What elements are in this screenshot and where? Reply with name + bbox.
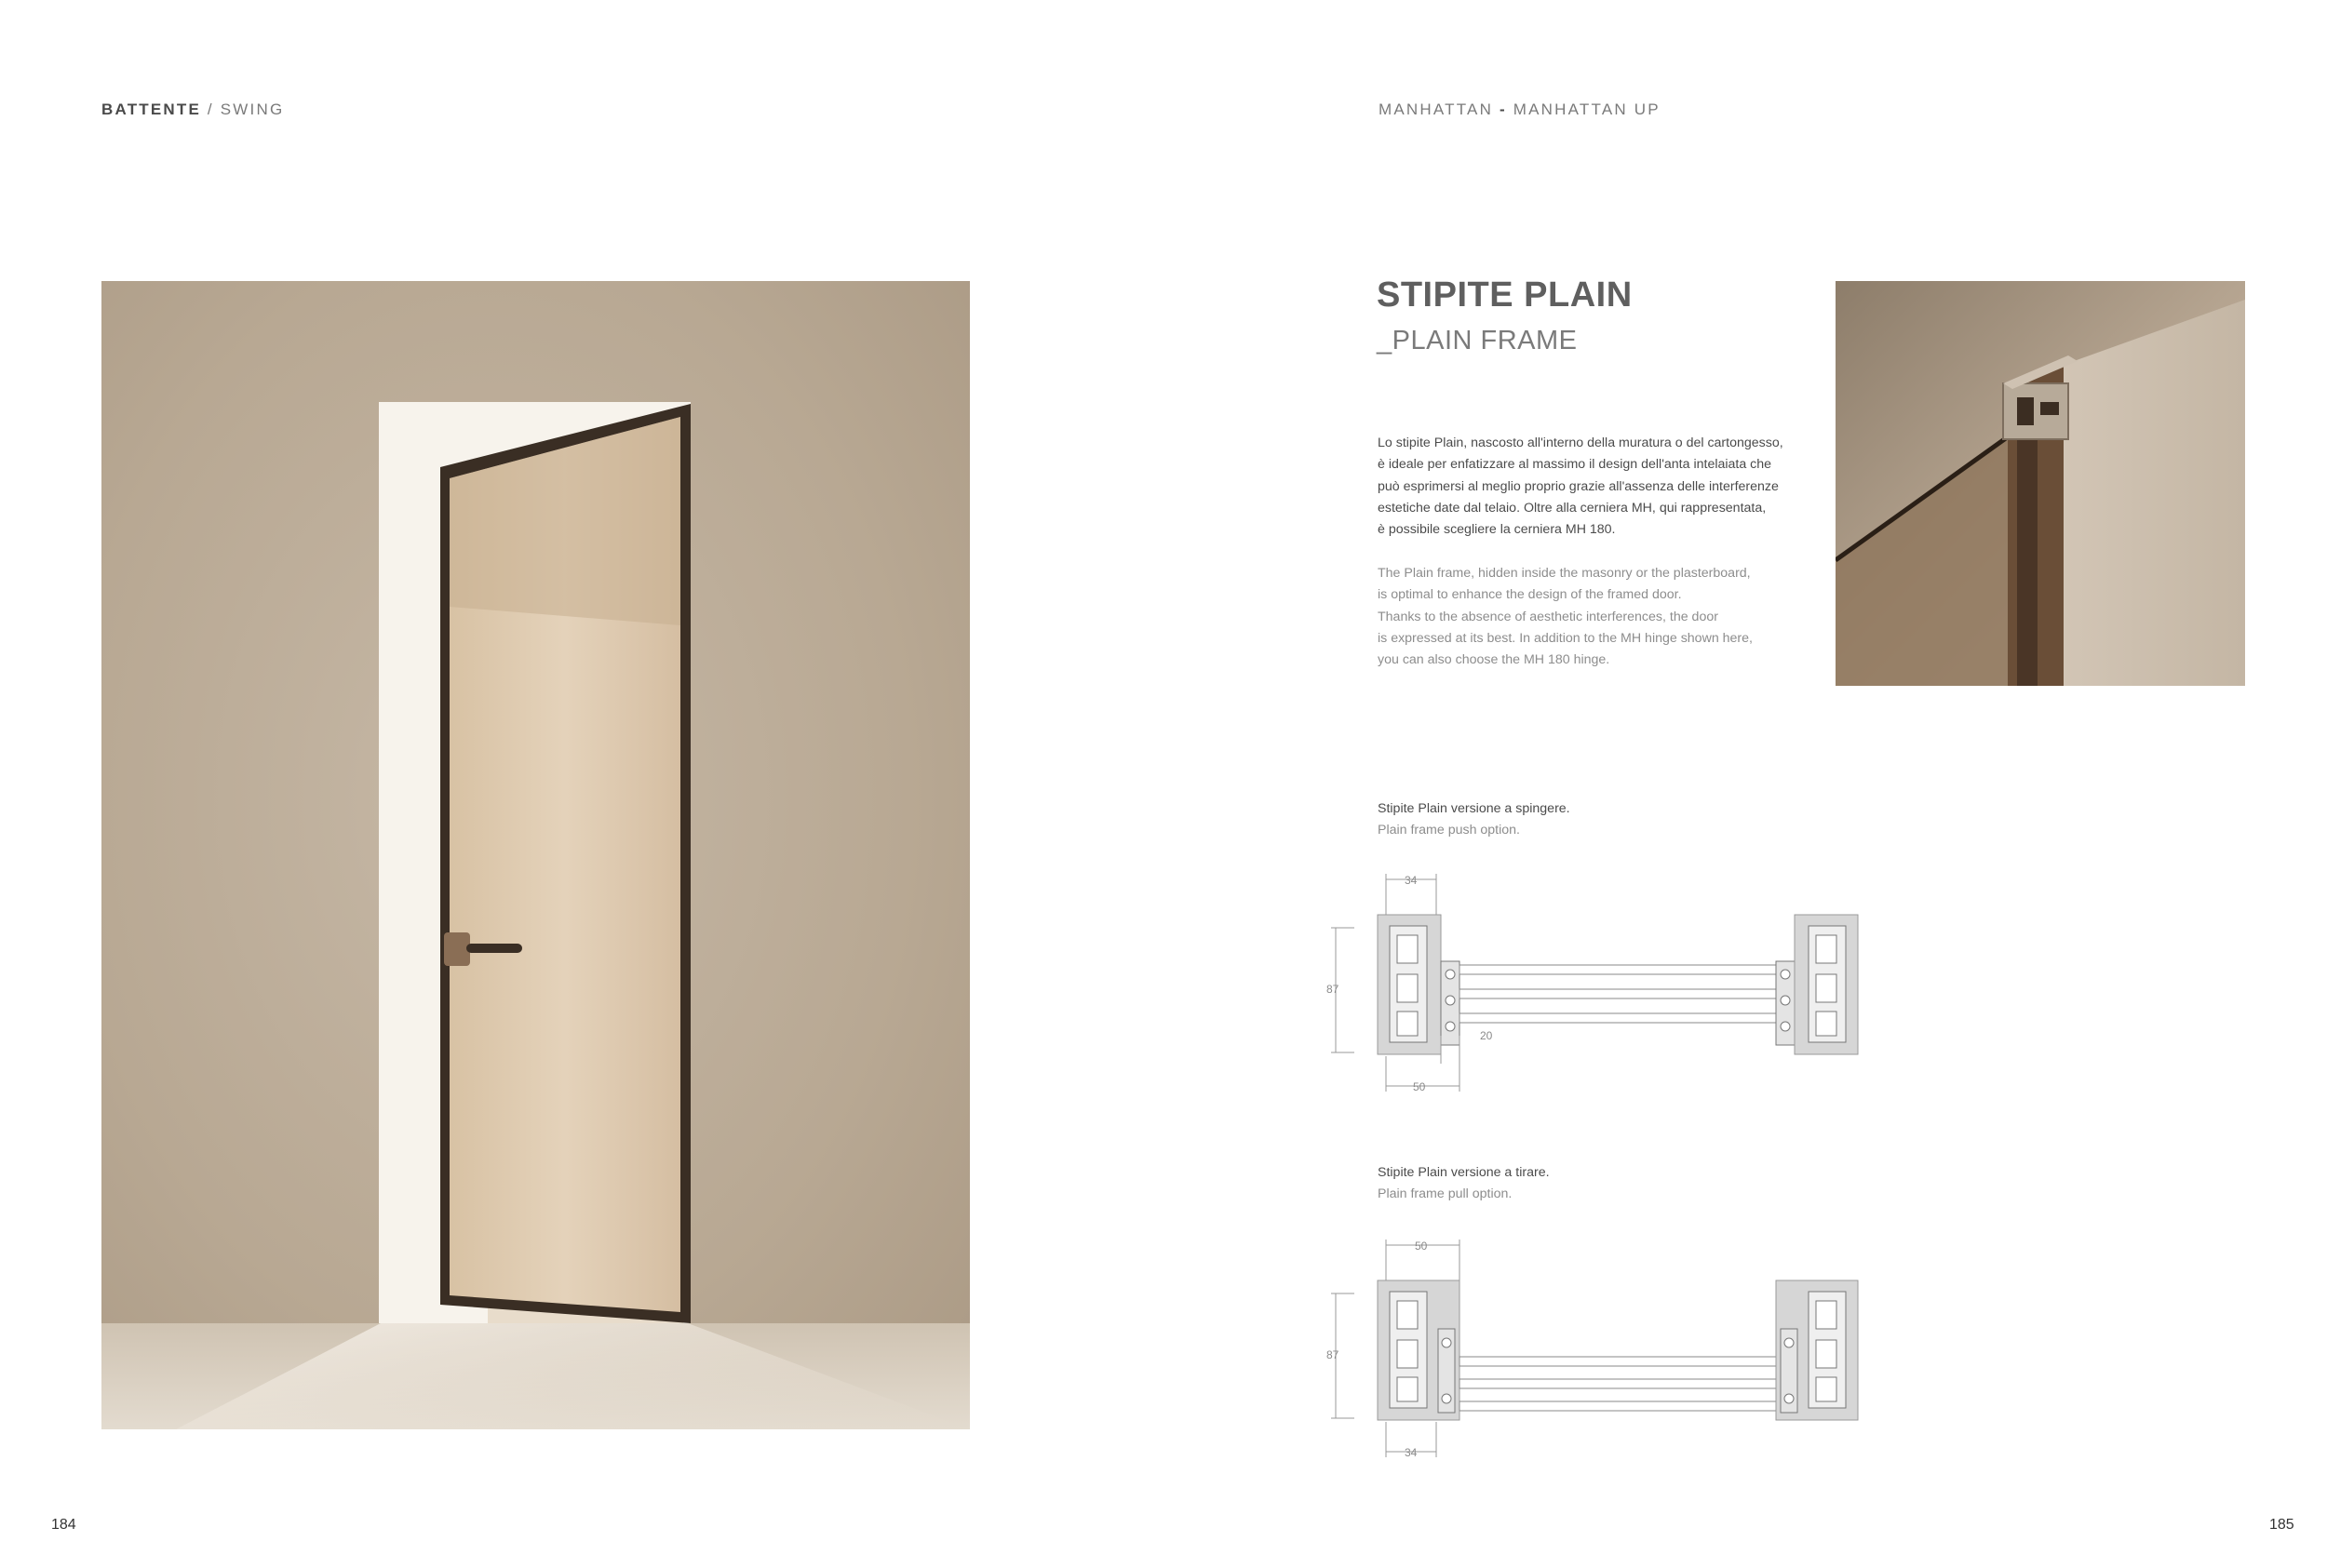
description-english-line: is optimal to enhance the design of the framed door.	[1378, 587, 1682, 603]
push-caption-english: Plain frame push option.	[1378, 823, 1521, 838]
description-english-line: The Plain frame, hidden inside the masonry or the plasterboard,	[1378, 566, 1751, 581]
description-italian-line: è possibile scegliere la cerniera MH 180.	[1378, 522, 1616, 538]
description-english-line: Thanks to the absence of aesthetic interferences, the door	[1378, 609, 1718, 624]
collection-name: MANHATTAN	[1379, 101, 1494, 118]
collection-header	[1379, 101, 1661, 119]
description-english-line: you can also choose the MH 180 hinge.	[1378, 652, 1610, 668]
pull-dim-top: 50	[1415, 1240, 1428, 1253]
description-italian-line: Lo stipite Plain, nascosto all'interno della muratura o del cartongesso,	[1378, 436, 1783, 450]
page-subtitle: _PLAIN FRAME	[1377, 326, 1578, 355]
door-photo	[101, 281, 970, 1429]
description-italian-line: è ideale per enfatizzare al massimo il design dell'anta intelaiata che	[1378, 457, 1772, 473]
pull-dim-left: 87	[1326, 1348, 1339, 1361]
pull-dim-bottom: 34	[1405, 1446, 1418, 1459]
section-header-rest: / SWING	[201, 101, 285, 118]
pull-caption-italian: Stipite Plain versione a tirare.	[1378, 1165, 1550, 1180]
push-caption-italian: Stipite Plain versione a spingere.	[1378, 801, 1570, 816]
frame-detail-photo	[1836, 281, 2245, 686]
description-italian-line: può esprimersi al meglio proprio grazie all'assenza delle interferenze	[1378, 478, 1779, 494]
section-header-bold: BATTENTE	[101, 101, 201, 118]
page-title: STIPITE PLAIN	[1377, 275, 1633, 315]
push-dim-gap: 20	[1480, 1029, 1493, 1042]
collection-name-up: MANHATTAN UP	[1513, 101, 1661, 118]
description-italian-line: estetiche date dal telaio. Oltre alla cerniera MH, qui rappresentata,	[1378, 500, 1767, 516]
collection-separator: -	[1493, 101, 1513, 118]
description-english	[1378, 563, 1806, 671]
push-section-drawing	[1326, 870, 1903, 1103]
push-dim-left: 87	[1326, 983, 1339, 996]
push-dim-top: 34	[1405, 874, 1418, 887]
pull-section-drawing	[1326, 1236, 1903, 1468]
page-number-right: 185	[2269, 1517, 2294, 1533]
pull-caption-english: Plain frame pull option.	[1378, 1186, 1513, 1201]
section-header	[101, 101, 284, 119]
description-english-line: is expressed at its best. In addition to the MH hinge shown here,	[1378, 630, 1753, 646]
page-number-left: 184	[51, 1517, 76, 1533]
push-dim-bottom: 50	[1413, 1080, 1426, 1093]
description-italian	[1378, 433, 1806, 541]
